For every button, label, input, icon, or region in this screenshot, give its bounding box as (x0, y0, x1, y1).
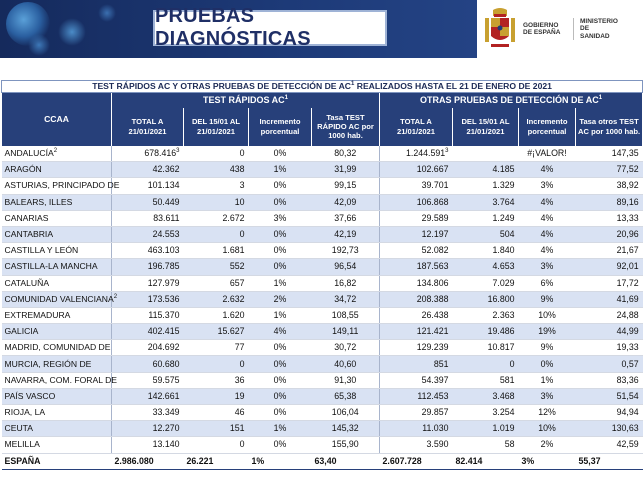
table-cell-t-rate: 99,15 (312, 178, 380, 194)
table-cell-o-total: 187.563 (380, 259, 453, 275)
table-cell-o-total: 1.244.591$^3$ (380, 146, 453, 162)
table-cell-o-total: 208.388 (380, 291, 453, 307)
ccaa-name-cell: NAVARRA, COM. FORAL DE (2, 372, 112, 388)
table-cell-t-week: 36 (184, 372, 249, 388)
ccaa-name-cell: MELILLA (2, 437, 112, 453)
table-cell-o-week (453, 146, 519, 162)
table-cell-o-rate: 41,69 (576, 291, 643, 307)
table-cell-o-rate: 24,88 (576, 307, 643, 323)
table-cell-o-rate: 42,59 (576, 437, 643, 453)
table-cell-t-inc: 0% (249, 437, 312, 453)
table-cell-t-total: 101.134 (112, 178, 184, 194)
column-header: Incremento porcentual (519, 108, 576, 146)
column-header: TOTAL A 21/01/2021 (380, 108, 453, 146)
table-row (2, 210, 643, 226)
total-cell: 2.986.080 (112, 453, 184, 469)
table-row (2, 307, 643, 323)
table-cell-o-rate: 20,96 (576, 226, 643, 242)
table-cell-o-week: 1.840 (453, 243, 519, 259)
ccaa-name-cell: MURCIA, REGIÓN DE (2, 356, 112, 372)
table-cell-t-week: 15.627 (184, 324, 249, 340)
table-cell-t-total: 142.661 (112, 388, 184, 404)
table-cell-t-week: 552 (184, 259, 249, 275)
table-cell-o-week: 3.764 (453, 194, 519, 210)
table-cell-o-inc: 12% (519, 405, 576, 421)
table-cell-o-rate: 130,63 (576, 421, 643, 437)
table-cell-t-week: 151 (184, 421, 249, 437)
virus-decoration-icon (28, 34, 50, 56)
table-cell-t-total: 12.270 (112, 421, 184, 437)
table-cell-o-total: 121.421 (380, 324, 453, 340)
ministry-label: MINISTERIO DE SANIDAD (573, 18, 619, 41)
column-header: DEL 15/01 AL 21/01/2021 (184, 108, 249, 146)
table-cell-o-total: 39.701 (380, 178, 453, 194)
table-cell-o-week: 58 (453, 437, 519, 453)
table-cell-t-rate: 42,09 (312, 194, 380, 210)
table-cell-o-week: 7.029 (453, 275, 519, 291)
table-cell-o-total: 106.868 (380, 194, 453, 210)
table-cell-t-inc: 1% (249, 421, 312, 437)
table-cell-o-week: 581 (453, 372, 519, 388)
table-cell-t-rate: 145,32 (312, 421, 380, 437)
table-cell-o-rate: 83,36 (576, 372, 643, 388)
table-cell-t-inc: 3% (249, 210, 312, 226)
table-cell-o-rate: 89,16 (576, 194, 643, 210)
table-cell-o-total: 11.030 (380, 421, 453, 437)
table-cell-o-inc: #¡VALOR! (519, 146, 576, 162)
ccaa-name-cell: ANDALUCÍA$^2$ (2, 146, 112, 162)
table-cell-o-total: 129.239 (380, 340, 453, 356)
table-cell-t-week: 0 (184, 437, 249, 453)
total-cell: 63,40 (312, 453, 380, 469)
table-cell-t-week: 0 (184, 356, 249, 372)
table-cell-t-week: 77 (184, 340, 249, 356)
table-cell-t-rate: 149,11 (312, 324, 380, 340)
table-cell-t-inc: 1% (249, 275, 312, 291)
table-cell-t-total: 196.785 (112, 259, 184, 275)
table-row (2, 388, 643, 404)
table-row (2, 275, 643, 291)
table-row (2, 356, 643, 372)
total-cell: 3% (519, 453, 576, 469)
government-label: GOBIERNO DE ESPAÑA (523, 21, 561, 36)
table-row (2, 340, 643, 356)
table-cell-o-week: 2.363 (453, 307, 519, 323)
table-cell-t-total: 204.692 (112, 340, 184, 356)
table-cell-t-rate: 65,38 (312, 388, 380, 404)
table-cell-o-total: 29.589 (380, 210, 453, 226)
table-cell-t-total: 173.536 (112, 291, 184, 307)
total-cell: 1% (249, 453, 312, 469)
table-cell-o-week: 3.254 (453, 405, 519, 421)
table-cell-t-rate: 108,55 (312, 307, 380, 323)
table-cell-t-week: 46 (184, 405, 249, 421)
ccaa-name-cell: BALEARS, ILLES (2, 194, 112, 210)
table-row (2, 259, 643, 275)
table-cell-t-inc: 0% (249, 259, 312, 275)
table-cell-o-inc: 9% (519, 340, 576, 356)
table-cell-t-total: 59.575 (112, 372, 184, 388)
table-row (2, 226, 643, 242)
table-cell-t-rate: 80,32 (312, 146, 380, 162)
table-cell-t-inc: 1% (249, 307, 312, 323)
table-cell-o-week: 4.653 (453, 259, 519, 275)
ccaa-name-cell: CATALUÑA (2, 275, 112, 291)
table-cell-o-total: 134.806 (380, 275, 453, 291)
table-cell-t-total: 13.140 (112, 437, 184, 453)
table-cell-o-inc: 3% (519, 178, 576, 194)
table-cell-o-inc: 19% (519, 324, 576, 340)
table-cell-o-rate: 38,92 (576, 178, 643, 194)
table-cell-t-inc: 0% (249, 243, 312, 259)
ccaa-name-cell: ASTURIAS, PRINCIPADO DE (2, 178, 112, 194)
table-cell-o-week: 1.249 (453, 210, 519, 226)
table-main-title: TEST RÁPIDOS AC Y OTRAS PRUEBAS DE DETECCIÓN DE $AC^1$ REALIZADOS HASTA EL 21 DE ENERO DE 2021 (2, 81, 643, 93)
table-cell-t-week: 10 (184, 194, 249, 210)
table-cell-t-total: 60.680 (112, 356, 184, 372)
table-cell-o-inc: 3% (519, 388, 576, 404)
table-cell-o-week: 3.468 (453, 388, 519, 404)
table-row (2, 243, 643, 259)
table-cell-t-week: 657 (184, 275, 249, 291)
table-row (2, 291, 643, 307)
table-cell-o-total: 3.590 (380, 437, 453, 453)
table-cell-o-rate: 17,72 (576, 275, 643, 291)
table-cell-t-rate: 106,04 (312, 405, 380, 421)
table-cell-o-rate: 147,35 (576, 146, 643, 162)
table-cell-o-total: 29.857 (380, 405, 453, 421)
table-cell-t-week: 1.620 (184, 307, 249, 323)
table-cell-t-inc: 1% (249, 162, 312, 178)
table-cell-t-inc: 0% (249, 146, 312, 162)
table-cell-t-total: 83.611 (112, 210, 184, 226)
ccaa-name-cell: GALICIA (2, 324, 112, 340)
table-cell-o-inc: 4% (519, 243, 576, 259)
table-row (2, 372, 643, 388)
table-row (2, 437, 643, 453)
table-cell-o-week: 504 (453, 226, 519, 242)
table-cell-o-inc: 0% (519, 356, 576, 372)
table-total-row (2, 453, 643, 469)
column-header: Tasa otros TEST AC por 1000 hab. (576, 108, 643, 146)
total-cell: 2.607.728 (380, 453, 453, 469)
table-cell-o-total: 102.667 (380, 162, 453, 178)
column-header: TOTAL A 21/01/2021 (112, 108, 184, 146)
ccaa-name-cell: RIOJA, LA (2, 405, 112, 421)
table-cell-t-rate: 16,82 (312, 275, 380, 291)
virus-decoration-icon (58, 18, 86, 46)
table-cell-t-total: 42.362 (112, 162, 184, 178)
table-cell-o-total: 26.438 (380, 307, 453, 323)
ccaa-name-cell: CEUTA (2, 421, 112, 437)
government-logo (477, 0, 643, 58)
table-cell-t-week: 19 (184, 388, 249, 404)
table-cell-t-inc: 4% (249, 324, 312, 340)
table-row (2, 405, 643, 421)
table-cell-o-rate: 13,33 (576, 210, 643, 226)
table-cell-o-rate: 51,54 (576, 388, 643, 404)
table-cell-t-inc: 0% (249, 405, 312, 421)
table-cell-o-rate: 77,52 (576, 162, 643, 178)
table-cell-o-inc: 4% (519, 162, 576, 178)
table-cell-t-total: 402.415 (112, 324, 184, 340)
table-cell-t-rate: 31,99 (312, 162, 380, 178)
table-cell-o-rate: 21,67 (576, 243, 643, 259)
column-header: DEL 15/01 AL 21/01/2021 (453, 108, 519, 146)
table-cell-o-total: 851 (380, 356, 453, 372)
table-cell-t-rate: 155,90 (312, 437, 380, 453)
table-cell-o-total: 12.197 (380, 226, 453, 242)
diagnostic-tests-table (1, 80, 643, 470)
table-cell-o-rate: 19,33 (576, 340, 643, 356)
ccaa-header: CCAA (2, 93, 112, 146)
table-row (2, 162, 643, 178)
table-cell-t-inc: 0% (249, 388, 312, 404)
ccaa-name-cell: COMUNIDAD VALENCIANA$^2$ (2, 291, 112, 307)
table-cell-o-week: 19.486 (453, 324, 519, 340)
table-cell-t-total: 50.449 (112, 194, 184, 210)
table-cell-o-total: 54.397 (380, 372, 453, 388)
table-cell-t-total: 115.370 (112, 307, 184, 323)
table-cell-o-inc: 4% (519, 194, 576, 210)
ccaa-name-cell: MADRID, COMUNIDAD DE (2, 340, 112, 356)
table-cell-o-week: 16.800 (453, 291, 519, 307)
column-header: Tasa TEST RÁPIDO AC por 1000 hab. (312, 108, 380, 146)
table-cell-t-rate: 42,19 (312, 226, 380, 242)
table-cell-t-inc: 0% (249, 178, 312, 194)
table-cell-t-week: 3 (184, 178, 249, 194)
virus-decoration-icon (98, 4, 116, 22)
table-cell-o-week: 4.185 (453, 162, 519, 178)
table-cell-t-rate: 96,54 (312, 259, 380, 275)
page-title: PRUEBAS DIAGNÓSTICAS (153, 10, 387, 46)
table-cell-o-inc: 9% (519, 291, 576, 307)
table-cell-t-inc: 0% (249, 356, 312, 372)
table-cell-t-rate: 40,60 (312, 356, 380, 372)
table-row (2, 146, 643, 162)
column-header: Incremento porcentual (249, 108, 312, 146)
ccaa-name-cell: CASTILLA-LA MANCHA (2, 259, 112, 275)
table-cell-o-total: 52.082 (380, 243, 453, 259)
table-cell-o-inc: 4% (519, 210, 576, 226)
table-cell-t-rate: 192,73 (312, 243, 380, 259)
table-cell-o-week: 1.019 (453, 421, 519, 437)
coat-of-arms-icon (485, 8, 515, 50)
table-cell-o-inc: 10% (519, 421, 576, 437)
total-cell: 55,37 (576, 453, 643, 469)
table-cell-o-total: 112.453 (380, 388, 453, 404)
table-cell-o-rate: 92,01 (576, 259, 643, 275)
table-cell-t-rate: 91,30 (312, 372, 380, 388)
table-cell-t-total: 33.349 (112, 405, 184, 421)
table-cell-t-inc: 0% (249, 194, 312, 210)
header-banner (0, 0, 643, 58)
table-cell-t-week: 2.672 (184, 210, 249, 226)
table-cell-o-inc: 1% (519, 372, 576, 388)
table-cell-o-inc: 10% (519, 307, 576, 323)
table-cell-t-total: 24.553 (112, 226, 184, 242)
table-cell-t-week: 2.632 (184, 291, 249, 307)
table-cell-o-inc: 6% (519, 275, 576, 291)
table-cell-o-week: 10.817 (453, 340, 519, 356)
table-cell-t-week: 438 (184, 162, 249, 178)
table-cell-t-week: 1.681 (184, 243, 249, 259)
rapid-tests-group-header: TEST RÁPIDOS $AC^1$ (112, 93, 380, 108)
table-cell-t-week: 0 (184, 226, 249, 242)
total-name: ESPAÑA (2, 453, 112, 469)
table-cell-o-week: 0 (453, 356, 519, 372)
table-cell-t-inc: 0% (249, 340, 312, 356)
table-cell-o-rate: 44,99 (576, 324, 643, 340)
ccaa-name-cell: EXTREMADURA (2, 307, 112, 323)
total-cell: 26.221 (184, 453, 249, 469)
table-row (2, 324, 643, 340)
table-cell-t-rate: 34,72 (312, 291, 380, 307)
table-cell-o-inc: 2% (519, 437, 576, 453)
table-cell-t-inc: 2% (249, 291, 312, 307)
table-row (2, 194, 643, 210)
table-cell-o-week: 1.329 (453, 178, 519, 194)
ccaa-name-cell: ARAGÓN (2, 162, 112, 178)
ccaa-name-cell: CANARIAS (2, 210, 112, 226)
ccaa-name-cell: CANTABRIA (2, 226, 112, 242)
table-cell-t-total: 127.979 (112, 275, 184, 291)
table-cell-o-rate: 94,94 (576, 405, 643, 421)
total-cell: 82.414 (453, 453, 519, 469)
table-cell-t-inc: 0% (249, 226, 312, 242)
ccaa-name-cell: PAÍS VASCO (2, 388, 112, 404)
data-table-wrapper (1, 80, 643, 470)
table-row (2, 178, 643, 194)
table-cell-o-inc: 4% (519, 226, 576, 242)
table-cell-t-inc: 0% (249, 372, 312, 388)
table-cell-o-rate: 0,57 (576, 356, 643, 372)
table-row (2, 421, 643, 437)
table-cell-t-rate: 37,66 (312, 210, 380, 226)
table-cell-t-total: 463.103 (112, 243, 184, 259)
table-cell-o-inc: 3% (519, 259, 576, 275)
ccaa-name-cell: CASTILLA Y LEÓN (2, 243, 112, 259)
table-cell-t-rate: 30,72 (312, 340, 380, 356)
table-cell-t-week: 0 (184, 146, 249, 162)
other-tests-group-header: OTRAS PRUEBAS DE DETECCIÓN DE $AC^1$ (380, 93, 643, 108)
table-body (2, 146, 643, 454)
table-cell-t-total: 678.416$^3$ (112, 146, 184, 162)
